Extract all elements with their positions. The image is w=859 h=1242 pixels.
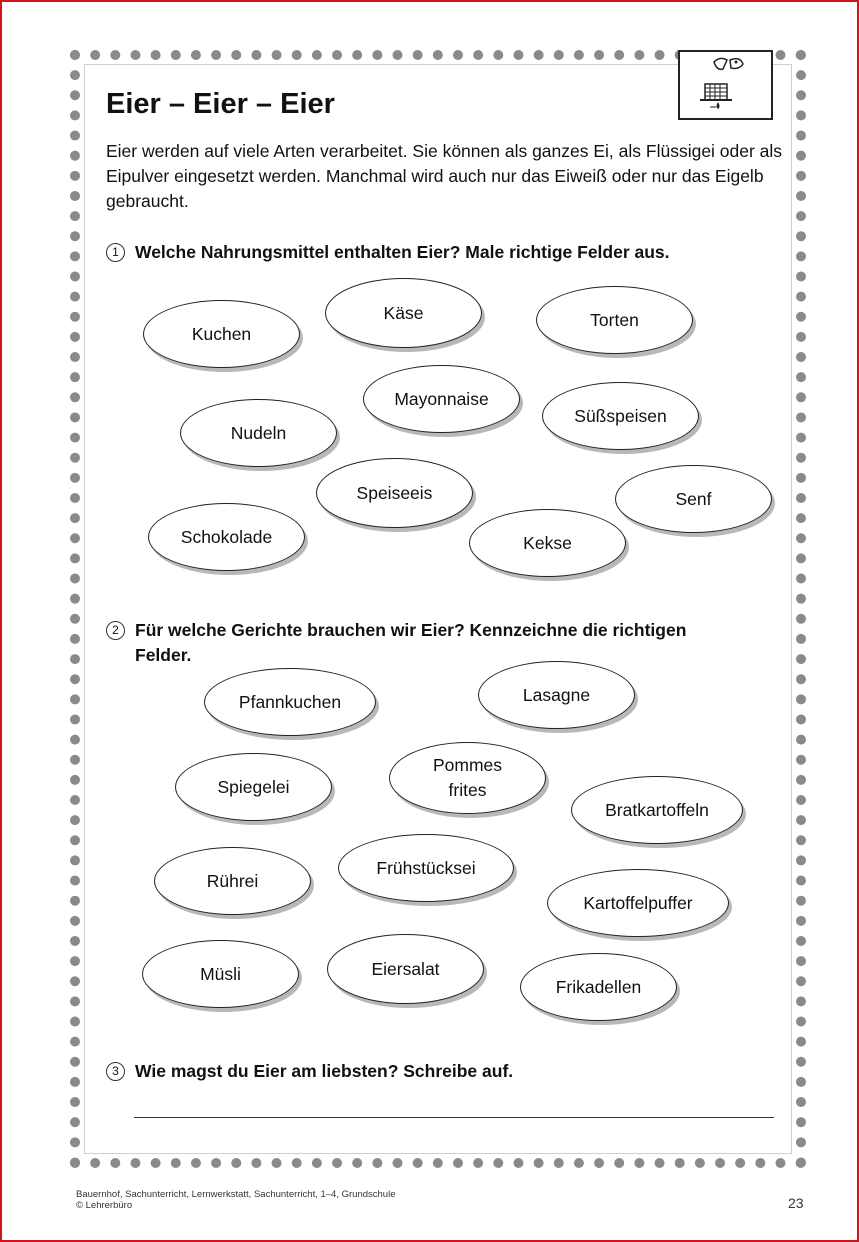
oval-spiegelei[interactable]: Spiegelei (175, 753, 332, 821)
oval-nudeln[interactable]: Nudeln (180, 399, 337, 467)
task-text-line-2: Felder. (135, 645, 192, 665)
task-number: 2 (106, 621, 125, 640)
task-number: 1 (106, 243, 125, 262)
task-2 (106, 618, 766, 668)
oval-ruehrei[interactable]: Rührei (154, 847, 311, 915)
answer-line[interactable] (134, 1117, 774, 1118)
oval-schokolade[interactable]: Schokolade (148, 503, 305, 571)
task-text-line-1: Für welche Gerichte brauchen wir Eier? Kennzeichne die richtigen (135, 620, 687, 640)
oval-kaese[interactable]: Käse (325, 278, 482, 348)
task-text: Welche Nahrungsmittel enthalten Eier? Male richtige Felder aus. (135, 242, 670, 262)
oval-mayonnaise[interactable]: Mayonnaise (363, 365, 520, 433)
oval-muesli[interactable]: Müsli (142, 940, 299, 1008)
task-number: 3 (106, 1062, 125, 1081)
footer-source: Bauernhof, Sachunterricht, Lernwerkstatt, Sachunterricht, 1–4, Grundschule (76, 1189, 396, 1200)
oval-eiersalat[interactable]: Eiersalat (327, 934, 484, 1004)
oval-pfannkuchen[interactable]: Pfannkuchen (204, 668, 376, 736)
oval-fruehstuecksei[interactable]: Frühstücksei (338, 834, 514, 902)
oval-pommes-frites[interactable]: Pommes frites (389, 742, 546, 814)
oval-bratkartoffeln[interactable]: Bratkartoffeln (571, 776, 743, 844)
oval-frikadellen[interactable]: Frikadellen (520, 953, 677, 1021)
oval-speiseeis[interactable]: Speiseeis (316, 458, 473, 528)
oval-kartoffelpuffer[interactable]: Kartoffelpuffer (547, 869, 729, 937)
oval-kuchen[interactable]: Kuchen (143, 300, 300, 368)
oval-lasagne[interactable]: Lasagne (478, 661, 635, 729)
page-number: 23 (788, 1195, 804, 1211)
task-3 (106, 1059, 766, 1084)
oval-kekse[interactable]: Kekse (469, 509, 626, 577)
footer-credits (76, 1189, 395, 1211)
egg-cracking-icon (678, 50, 773, 120)
oval-senf[interactable]: Senf (615, 465, 772, 533)
intro-text: Eier werden auf viele Arten verarbeitet. Sie können als ganzes Ei, als Flüssigei oder als Eipulver eingesetzt werden. Manchmal wird auch nur das Eiweiß oder nur das Eigelb gebraucht. (106, 141, 783, 211)
task-1 (106, 240, 766, 265)
page-title: Eier – Eier – Eier (106, 88, 335, 120)
oval-torten[interactable]: Torten (536, 286, 693, 354)
footer-copyright: © Lehrerbüro (76, 1200, 133, 1211)
task-text: Wie magst du Eier am liebsten? Schreibe auf. (135, 1061, 514, 1081)
oval-suessspeisen[interactable]: Süßspeisen (542, 382, 699, 450)
